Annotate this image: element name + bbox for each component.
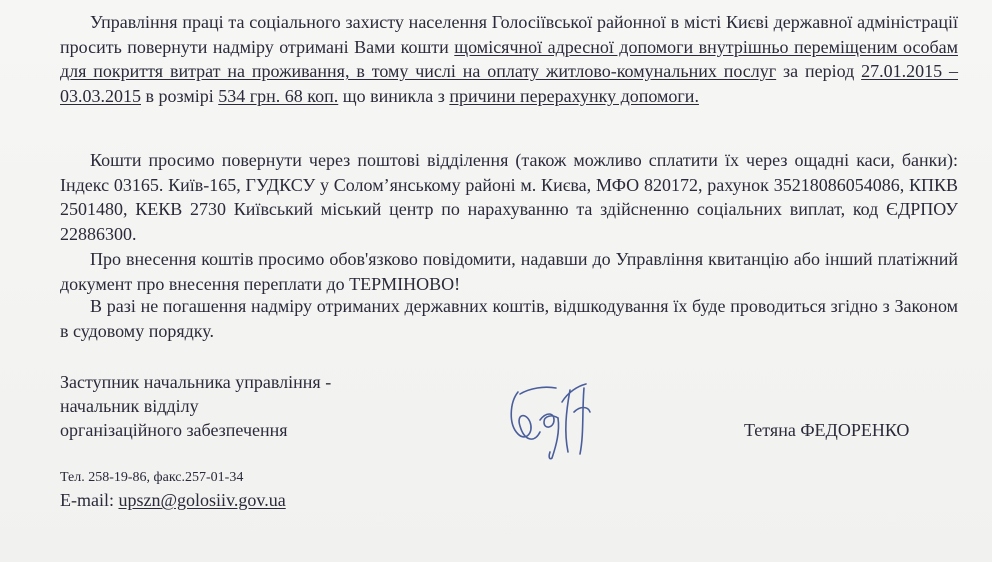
p1-amount-label: в розмірі [141,85,219,106]
paragraph-refund-request [60,10,958,108]
signatory-title-line-2: начальник відділу [60,396,199,416]
phone-fax: Тел. 258-19-86, факс.257-01-34 [60,470,244,485]
handwritten-signature [500,372,610,462]
email-line [60,490,286,511]
amount-value: 534 грн. 68 коп. [218,85,339,106]
p1-reason-label: що виникла з [338,85,450,106]
email-link[interactable]: upszn@golosiiv.gov.ua [118,490,286,510]
signatory-title-line-3: організаційного забезпечення [60,420,288,440]
paragraph-legal-warning: В разі не погашення надміру отриманих державних коштів, відшкодування їх буде проводиться згідно з Законом в судовому порядку. [60,296,958,341]
p1-period-label: за період [776,61,862,81]
paragraph-notify: Про внесення коштів просимо обов'язково повідомити, надавши до Управління квитанцію або інший платіжний документ про внесення переплати до ТЕРМІНОВО! [60,249,958,294]
email-label: E-mail: [60,490,119,510]
signatory-title-line-1: Заступник начальника управління - [60,372,332,392]
period-value: 27.01.2015 – 03.03.2015 [60,61,958,106]
reason-value: причини перерахунку допомоги. [449,85,699,106]
contact-info [60,470,286,511]
benefit-type: щомісячної адресної допомоги внутрішньо переміщеним особам для покриття витрат на проживання, в тому числі на оплату житлово-комунальних послуг [60,36,958,81]
p1-intro-text: Управління праці та соціального захисту населення Голосіївської районної в місті Києві державної адміністрації просить повернути надміру отримані Вами кошти [60,12,958,57]
paragraph-payment-details: Кошти просимо повернути через поштові відділення (також можливо сплатити їх через ощадні каси, банки): Індекс 03165. Київ-165, ГУДКСУ у Солом’янському районі м. Києва, МФО 820172, рахунок 35218086054086, КПКВ 2501480, КЕКВ 2730 Київський міський центр по нарахуванню та здійсненню соціальних виплат, код ЄДРПОУ 22886300. [60,150,958,244]
signatory-name: Тетяна ФЕДОРЕНКО [744,420,910,440]
signatory-title [60,370,331,442]
